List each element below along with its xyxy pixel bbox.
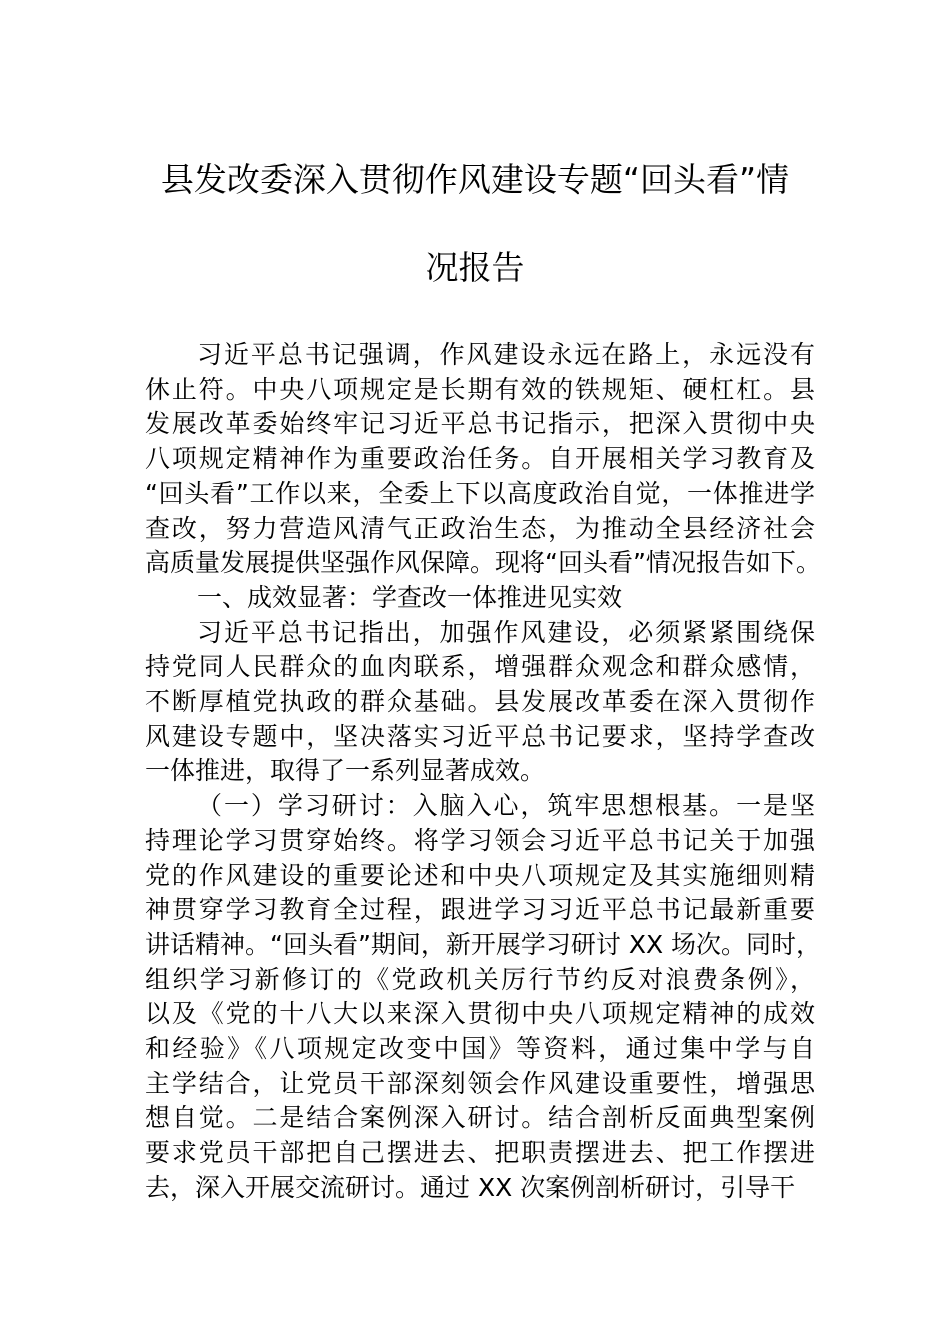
- paragraph-line: 持党同人民群众的血肉联系，增强群众观念和群众感情，: [145, 652, 815, 682]
- paragraph-line: 以及《党的十八大以来深入贯彻中央八项规定精神的成效: [145, 999, 815, 1029]
- paragraph-line: 想自觉。二是结合案例深入研讨。结合剖析反面典型案例: [145, 1103, 815, 1133]
- paragraph-line: 主学结合，让党员干部深刻领会作风建设重要性，增强思: [145, 1068, 815, 1098]
- paragraph-line: 风建设专题中，坚决落实习近平总书记要求，坚持学查改: [145, 721, 815, 751]
- paragraph-line: 去，深入开展交流研讨。通过 XX 次案例剖析研讨，引导干: [145, 1172, 796, 1202]
- paragraph-line: 持理论学习贯穿始终。将学习领会习近平总书记关于加强: [145, 825, 815, 855]
- paragraph-line: 讲话精神。“回头看”期间，新开展学习研讨 XX 场次。同时，: [145, 929, 822, 959]
- paragraph-line: （一）学习研讨：入脑入心，筑牢思想根基。一是坚: [197, 791, 815, 821]
- paragraph-line: “回头看”工作以来，全委上下以高度政治自觉，一体推进学: [145, 478, 815, 508]
- paragraph-line: 党的作风建设的重要论述和中央八项规定及其实施细则精: [145, 860, 815, 890]
- paragraph-line: 不断厚植党执政的群众基础。县发展改革委在深入贯彻作: [145, 687, 815, 716]
- paragraph-line: 要求党员干部把自己摆进去、把职责摆进去、把工作摆进: [145, 1138, 815, 1168]
- paragraph-line: 查改，努力营造风清气正政治生态，为推动全县经济社会: [145, 513, 815, 543]
- paragraph-line: 和经验》《八项规定改变中国》等资料，通过集中学与自: [145, 1034, 815, 1063]
- section-heading: 一、成效显著：学查改一体推进见实效: [197, 582, 623, 612]
- document-title-line-1: 县发改委深入贯彻作风建设专题“回头看”情: [160, 160, 790, 199]
- paragraph-line: 休止符。中央八项规定是长期有效的铁规矩、硬杠杠。县: [145, 374, 815, 404]
- document-title-line-2: 况报告: [425, 248, 525, 287]
- paragraph-line: 组织学习新修订的《党政机关厉行节约反对浪费条例》，: [145, 964, 815, 994]
- paragraph-line: 发展改革委始终牢记习近平总书记指示，把深入贯彻中央: [145, 409, 815, 439]
- paragraph-line: 神贯穿学习教育全过程，跟进学习习近平总书记最新重要: [145, 895, 815, 925]
- paragraph-line: 高质量发展提供坚强作风保障。现将“回头看”情况报告如下。: [145, 548, 821, 578]
- paragraph-line: 习近平总书记指出，加强作风建设，必须紧紧围绕保: [197, 617, 815, 647]
- paragraph-line: 习近平总书记强调，作风建设永远在路上，永远没有: [197, 340, 815, 369]
- paragraph-line: 八项规定精神作为重要政治任务。自开展相关学习教育及: [145, 444, 815, 474]
- paragraph-line: 一体推进，取得了一系列显著成效。: [145, 756, 546, 786]
